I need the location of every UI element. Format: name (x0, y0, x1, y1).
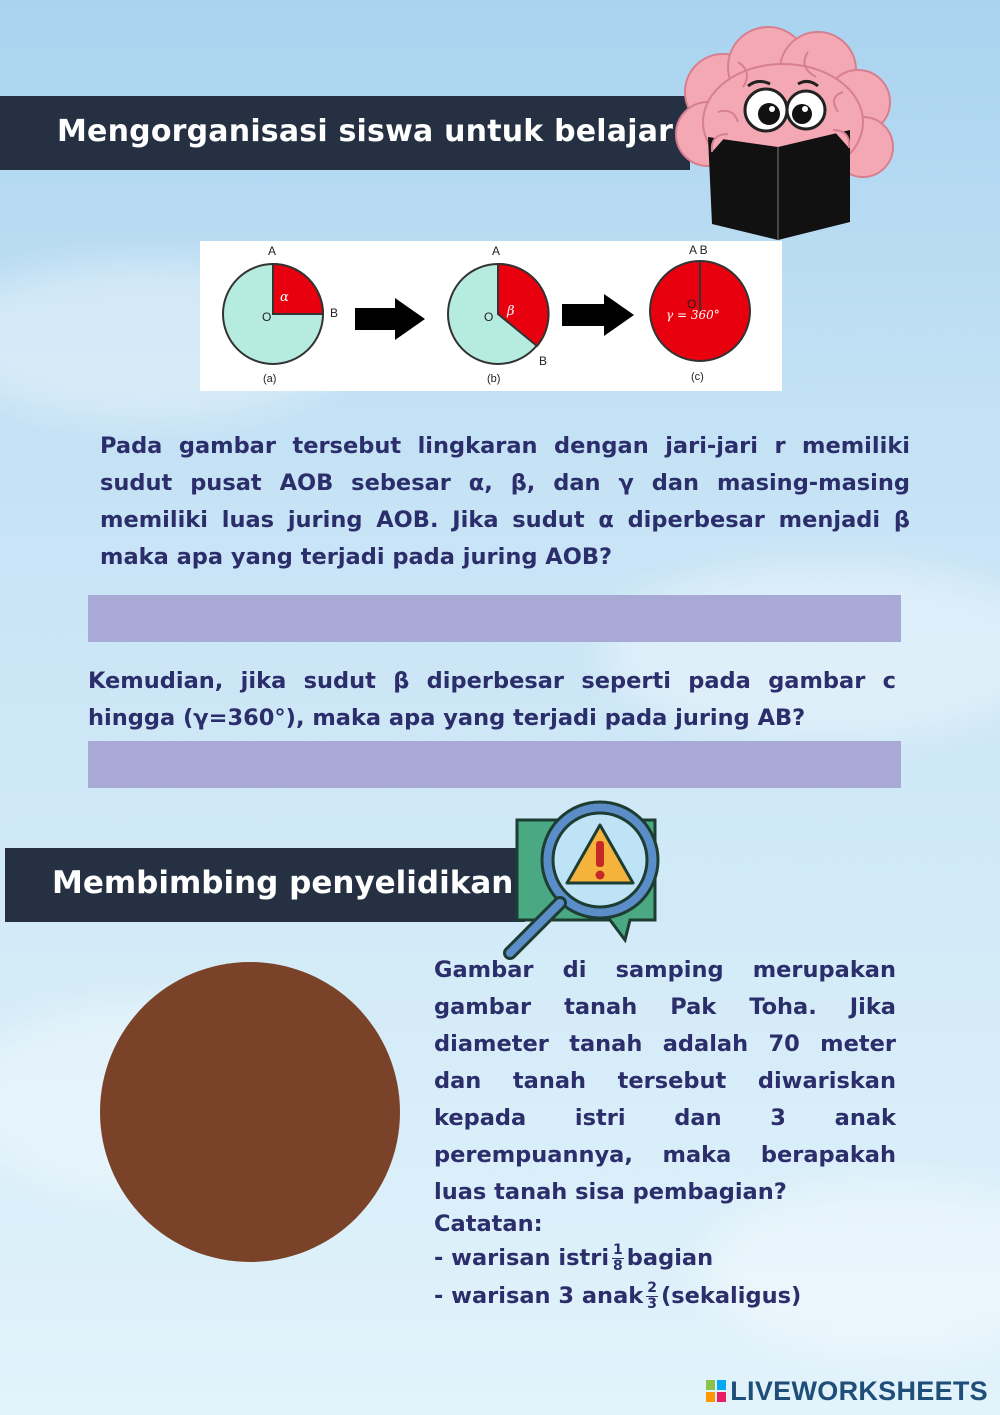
fraction-one-eighth (612, 1243, 624, 1274)
label-gamma: γ = 360° (666, 308, 720, 322)
liveworksheets-logo (706, 1376, 988, 1407)
caption-b: (b) (487, 373, 501, 385)
sector-diagram (200, 241, 782, 391)
section-banner-investigation (5, 848, 525, 922)
warning-magnifier-icon (495, 795, 670, 965)
answer-2-field[interactable] (88, 741, 901, 788)
problem-text: Gambar di samping merupakan gambar tanah Pak Toha. Jika diameter tanah adalah 70 meter dan tanah tersebut diwariskan kepada istri dan 3 anak perempuannya, maka berapakah luas tanah sisa pembagian? (434, 957, 896, 1205)
label-o: O (262, 310, 272, 324)
circle-c (650, 243, 750, 383)
circle-a (223, 244, 338, 385)
label-o: O (687, 297, 697, 311)
fraction-numerator: 2 (647, 1280, 657, 1296)
land-circle (100, 962, 400, 1262)
label-a-top: A (268, 244, 277, 258)
note-title: Catatan: (434, 1211, 543, 1237)
note-prefix: - warisan 3 anak (434, 1283, 644, 1309)
label-beta: β (507, 304, 515, 319)
fraction-two-thirds (646, 1281, 658, 1312)
question-2-text: Kemudian, jika sudut β diperbesar seperti pada gambar c hingga (γ=360°), maka apa yang terjadi pada juring AB? (88, 668, 896, 731)
label-alpha: α (280, 290, 289, 305)
section-title: Membimbing penyelidikan (52, 865, 514, 901)
fraction-denominator: 8 (613, 1258, 623, 1274)
brain-reading-book-icon (668, 22, 898, 244)
section-title: Mengorganisasi siswa untuk belajar (57, 114, 674, 149)
note-prefix: - warisan istri (434, 1245, 610, 1271)
note-wife-inheritance (434, 1243, 713, 1274)
label-ab-top: A B (689, 243, 708, 257)
note-suffix: (sekaligus) (660, 1283, 802, 1309)
label-b: B (539, 354, 548, 368)
question-1-text: Pada gambar tersebut lingkaran dengan jari-jari r memiliki sudut pusat AOB sebesar α, β, dan γ dan masing-masing memiliki luas juring AOB. Jika sudut α diperbesar menjadi β maka apa yang terjadi pada juring AOB? (100, 433, 910, 570)
label-o: O (484, 310, 494, 324)
fraction-denominator: 3 (647, 1296, 657, 1312)
caption-c: (c) (691, 371, 704, 383)
label-b: B (330, 306, 339, 320)
caption-a: (a) (263, 373, 277, 385)
section-banner-organize (0, 96, 690, 170)
answer-1-field[interactable] (88, 595, 901, 642)
note-suffix: bagian (626, 1245, 714, 1271)
note-children-inheritance (434, 1281, 801, 1312)
arrow-right-icon (355, 298, 425, 340)
arrow-right-icon (562, 294, 634, 336)
brand-name: LIVEWORKSHEETS (730, 1376, 988, 1406)
label-a-top: A (492, 244, 501, 258)
liveworksheets-mark-icon (706, 1380, 726, 1402)
circle-b (448, 244, 549, 385)
fraction-numerator: 1 (613, 1242, 623, 1258)
